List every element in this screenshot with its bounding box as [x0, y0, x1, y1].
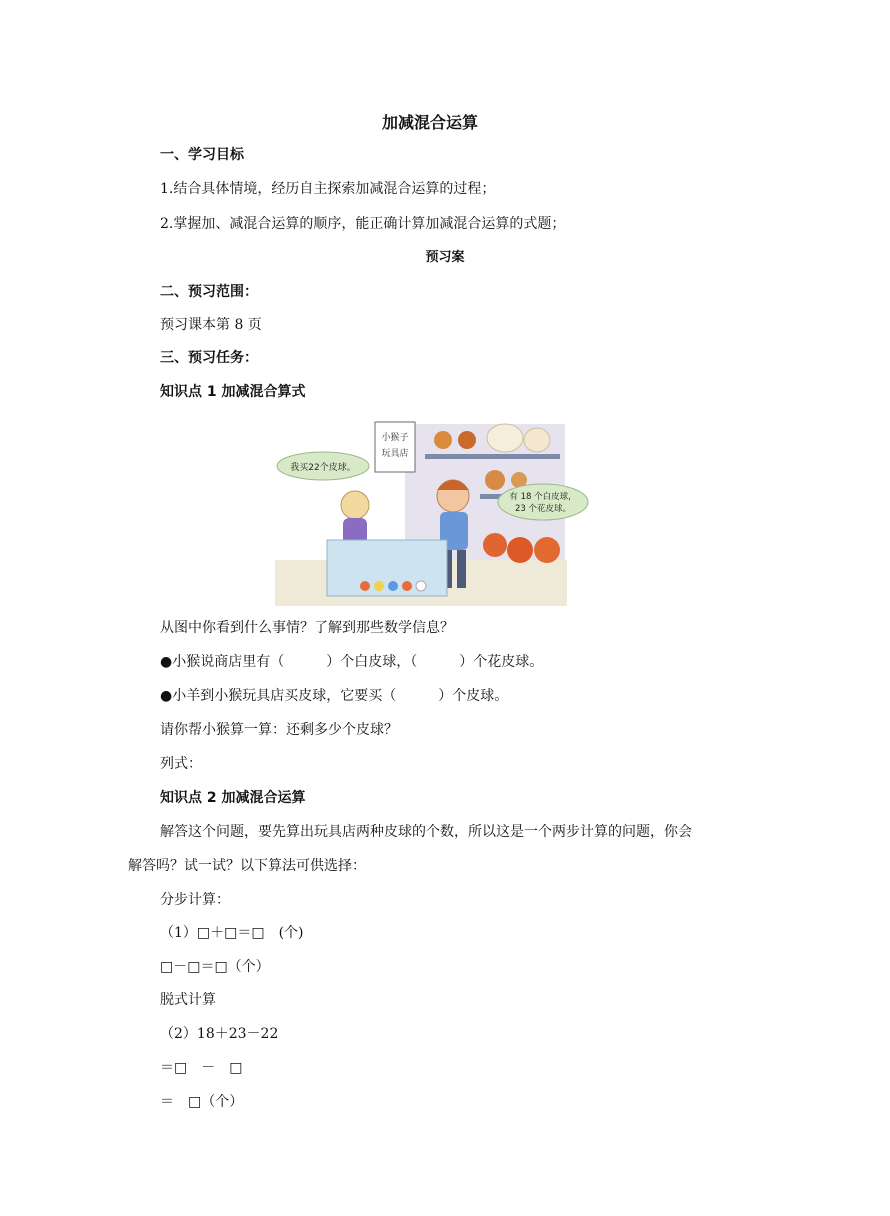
- goal-item-1: 1.结合具体情境，经历自主探索加减混合运算的过程；: [160, 181, 496, 197]
- page-title: 加减混合运算: [381, 113, 478, 132]
- kp2-paragraph-line1: 解答这个问题，要先算出玩具店两种皮球的个数，所以这是一个两步计算的问题，你会: [160, 824, 692, 840]
- bubble-left-text: 我买22个皮球。: [290, 463, 356, 473]
- detached-expr: （2）18＋23－22: [160, 1026, 279, 1042]
- kp2-heading: 知识点 2 加减混合运算: [160, 790, 306, 806]
- preview-title: 预习案: [425, 250, 465, 265]
- scope-text: 预习课本第 8 页: [160, 317, 262, 333]
- kp1-formula-label: 列式：: [160, 756, 202, 772]
- step-calc-line2: □－□＝□（个）: [160, 959, 270, 975]
- kp1-bullet-1: ●小猴说商店里有（ ）个白皮球，（ ）个花皮球。: [160, 654, 544, 670]
- shop-sign-line1: 小猴子: [381, 433, 409, 443]
- kp1-bullet-2: ●小羊到小猴玩具店买皮球，它要买（ ）个皮球。: [160, 688, 509, 704]
- shop-sign-line2: 玩具店: [381, 449, 409, 459]
- step-calc-line1: （1）□＋□＝□ (个): [160, 925, 304, 941]
- kp1-question: 从图中你看到什么事情？了解到那些数学信息？: [160, 620, 454, 636]
- detached-step1: ＝□ － □: [160, 1060, 243, 1076]
- step-calc-label: 分步计算：: [160, 892, 230, 908]
- detached-calc-label: 脱式计算: [160, 992, 216, 1008]
- goal-item-2: 2.掌握加、减混合运算的顺序，能正确计算加减混合运算的式题；: [160, 216, 566, 232]
- detached-step2: ＝ □（个）: [160, 1094, 244, 1110]
- kp1-heading: 知识点 1 加减混合算式: [160, 384, 306, 400]
- toy-shop-illustration: [275, 410, 577, 606]
- bubble-right-line2: 23 个花皮球。: [514, 504, 572, 514]
- kp2-paragraph-line2: 解答吗？试一试？以下算法可供选择：: [128, 858, 366, 874]
- kp1-ask: 请你帮小猴算一算：还剩多少个皮球？: [160, 722, 398, 738]
- section-heading-goals: 一、学习目标: [160, 147, 244, 163]
- section-heading-tasks: 三、预习任务：: [160, 350, 258, 366]
- bubble-right-line1: 有 18 个白皮球，: [509, 492, 577, 502]
- toy-shop-scene: [275, 410, 577, 606]
- section-heading-scope: 二、预习范围：: [160, 284, 258, 300]
